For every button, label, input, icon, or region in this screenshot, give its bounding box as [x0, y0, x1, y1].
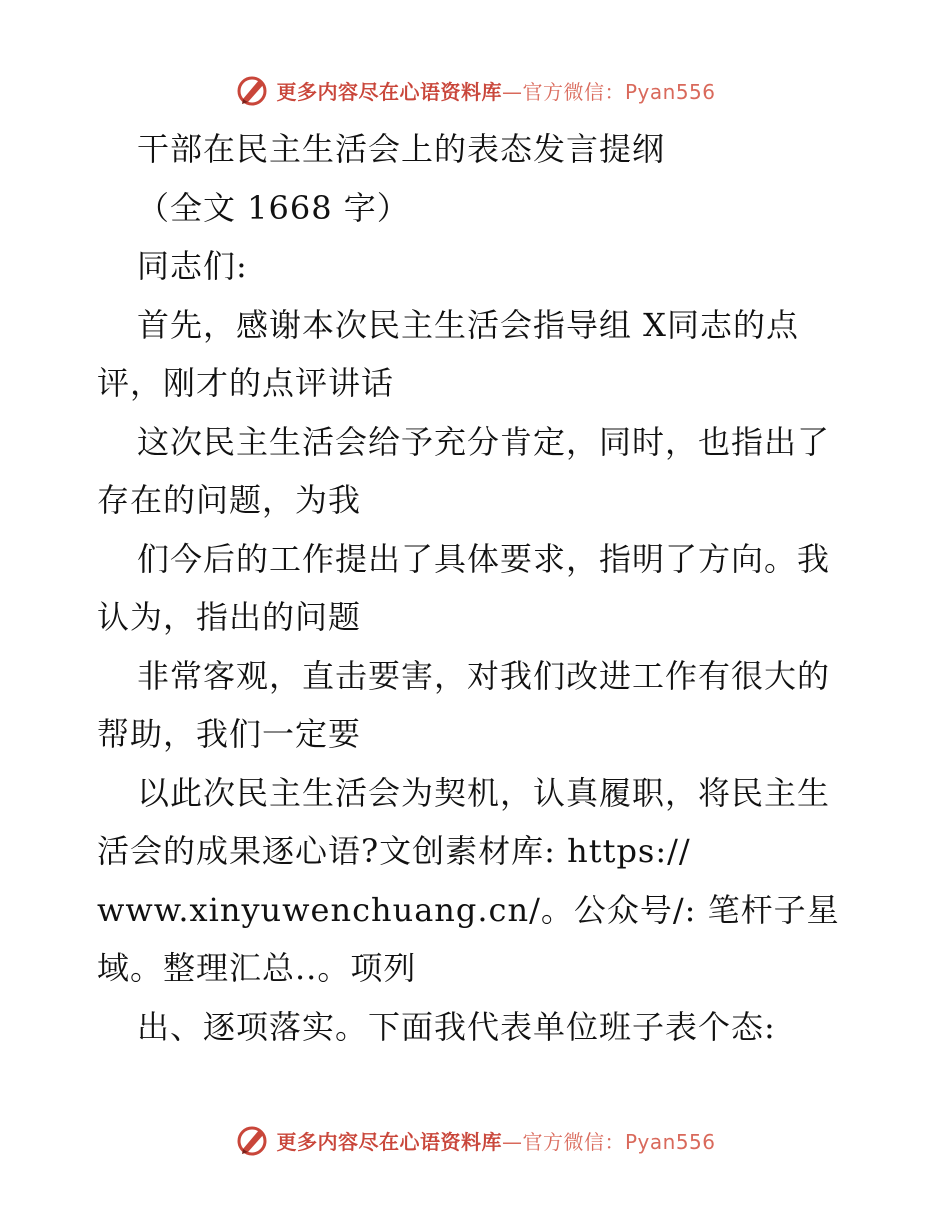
doc-line: 认为，指出的问题: [97, 598, 362, 636]
doc-salutation: 同志们:: [137, 247, 248, 285]
header-text: [276, 76, 715, 105]
footer-wechat-id: Pyan556: [624, 1129, 716, 1154]
footer-wechat-label: 官方微信：: [522, 1129, 625, 1154]
footer-separator: —: [501, 1129, 523, 1154]
header-brand: 更多内容尽在心语资料库: [276, 79, 502, 104]
footer-text: [276, 1126, 715, 1155]
doc-line: 以此次民主生活会为契机，认真履职，将民主生: [137, 773, 831, 812]
header-wechat-label: 官方微信：: [522, 79, 625, 104]
doc-word-count: （全文 1668 字）: [137, 188, 410, 227]
header-wechat-id: Pyan556: [624, 79, 716, 104]
doc-line: 存在的问题，为我: [97, 481, 362, 519]
header-separator: —: [501, 79, 523, 104]
document-body: [97, 120, 857, 1056]
pen-logo-icon: [234, 1122, 270, 1158]
doc-line: 非常客观，直击要害，对我们改进工作有很大的: [137, 656, 831, 695]
pen-logo-icon: [234, 72, 270, 108]
header-banner: [0, 70, 950, 110]
doc-line: 帮助，我们一定要: [97, 715, 362, 753]
doc-line: 评，刚才的点评讲话: [97, 364, 395, 402]
footer-brand: 更多内容尽在心语资料库: [276, 1129, 502, 1154]
doc-line: 活会的成果逐心语?文创素材库: https://: [97, 832, 691, 870]
footer-banner: [0, 1120, 950, 1160]
doc-title: 干部在民主生活会上的表态发言提纲: [137, 130, 666, 168]
doc-line: 域。整理汇总..。项列: [97, 949, 417, 987]
doc-line: 这次民主生活会给予充分肯定，同时，也指出了: [137, 422, 831, 461]
doc-line: 们今后的工作提出了具体要求，指明了方向。我: [137, 539, 831, 578]
doc-line: www.xinyuwenchuang.cn/。公众号/: 笔杆子星: [97, 890, 840, 929]
doc-line: 出、逐项落实。下面我代表单位班子表个态:: [137, 1007, 776, 1046]
doc-line: 首先，感谢本次民主生活会指导组 X同志的点: [137, 305, 799, 344]
